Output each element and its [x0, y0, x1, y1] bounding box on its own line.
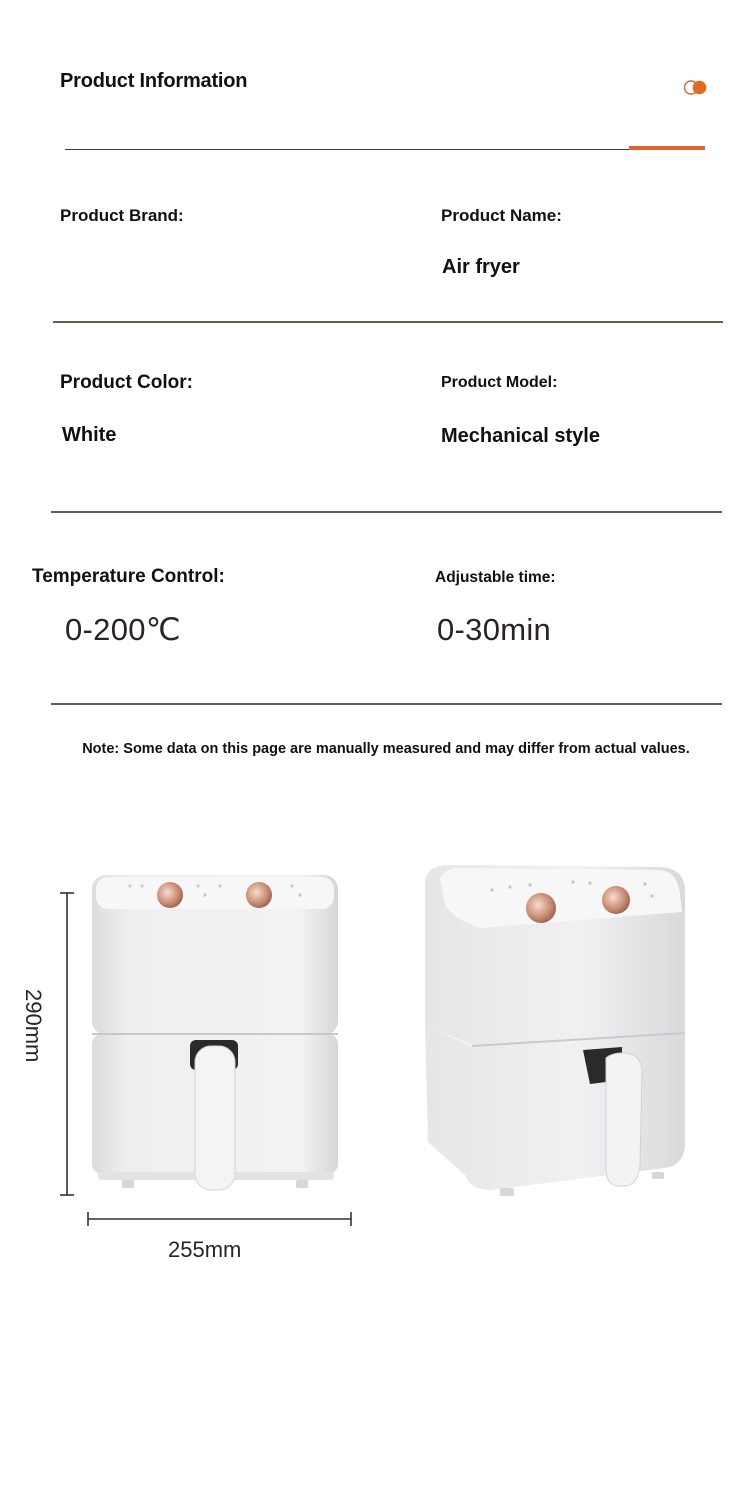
- brand-label: Product Brand:: [60, 206, 184, 225]
- divider: [53, 321, 723, 323]
- time-label: Adjustable time:: [435, 569, 556, 586]
- height-dimension-label: 290mm: [21, 989, 46, 1063]
- page-title: Product Information: [60, 70, 248, 92]
- header-accent-bar: [629, 146, 705, 150]
- name-label: Product Name:: [441, 206, 562, 225]
- name-value: Air fryer: [442, 256, 520, 278]
- height-dimension-line: [60, 893, 74, 1195]
- toggle-icon: [683, 80, 709, 95]
- color-label: Product Color:: [60, 372, 193, 393]
- model-value: Mechanical style: [441, 425, 600, 447]
- width-dimension-line: [88, 1212, 351, 1226]
- divider: [51, 511, 722, 513]
- air-fryer-angled-view: [425, 865, 685, 1196]
- width-dimension-label: 255mm: [168, 1237, 242, 1262]
- temperature-label: Temperature Control:: [32, 566, 225, 587]
- time-value: 0-30min: [437, 612, 552, 647]
- air-fryer-front-view: [92, 875, 338, 1190]
- divider: [51, 703, 722, 705]
- model-label: Product Model:: [441, 374, 558, 391]
- air-fryer-illustration: [0, 850, 750, 1280]
- temperature-value: 0-200℃: [65, 612, 181, 647]
- color-value: White: [62, 424, 117, 446]
- disclaimer-note: Note: Some data on this page are manually measured and may differ from actual values.: [82, 741, 690, 757]
- header-rule: [65, 149, 630, 150]
